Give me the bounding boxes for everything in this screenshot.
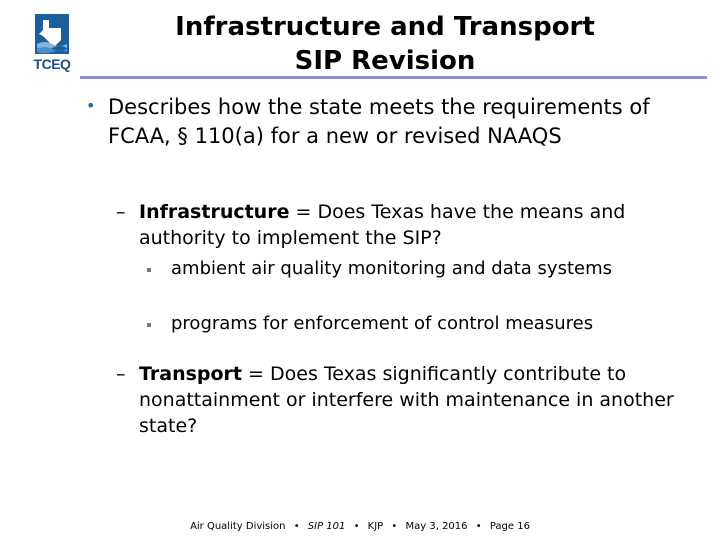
footer-separator: • xyxy=(293,521,300,532)
bullet-dot-icon: • xyxy=(86,96,96,115)
dash-icon: – xyxy=(116,201,126,223)
footer-separator: • xyxy=(353,521,360,532)
slide-footer xyxy=(0,521,720,532)
transport-text: = Does Texas significantly contribute to nonattainment or interfere with maintenance in another state? xyxy=(139,363,674,437)
footer-page: Page 16 xyxy=(489,521,530,532)
title-line-1: Infrastructure and Transport xyxy=(175,12,595,42)
footer-division: Air Quality Division xyxy=(190,521,286,532)
transport-term: Transport xyxy=(139,363,243,385)
title-divider xyxy=(80,76,707,79)
tceq-logo xyxy=(30,14,74,72)
infrastructure-text: = Does Texas have the means and authority to implement the SIP? xyxy=(139,201,626,249)
main-bullet-text: Describes how the state meets the requirements of FCAA, § 110(a) for a new or revised NAAQS xyxy=(108,95,650,148)
footer-separator: • xyxy=(475,521,482,532)
subitem-enforcement: programs for enforcement of control measures xyxy=(171,313,594,334)
footer-course: SIP 101 xyxy=(307,521,346,532)
square-bullet-icon xyxy=(147,323,151,327)
dash-icon: – xyxy=(116,363,126,385)
footer-separator: • xyxy=(391,521,398,532)
infrastructure-term: Infrastructure xyxy=(139,201,290,223)
texas-map-icon xyxy=(35,14,69,54)
slide-title xyxy=(100,10,670,78)
footer-date: May 3, 2016 xyxy=(405,521,468,532)
square-bullet-icon xyxy=(147,268,151,272)
infrastructure-bullet xyxy=(139,199,699,251)
transport-bullet xyxy=(139,361,704,439)
subitem-monitoring: ambient air quality monitoring and data systems xyxy=(171,258,612,279)
footer-initials: KJP xyxy=(367,521,384,532)
logo-text: TCEQ xyxy=(33,56,71,72)
title-line-2: SIP Revision xyxy=(294,46,476,76)
